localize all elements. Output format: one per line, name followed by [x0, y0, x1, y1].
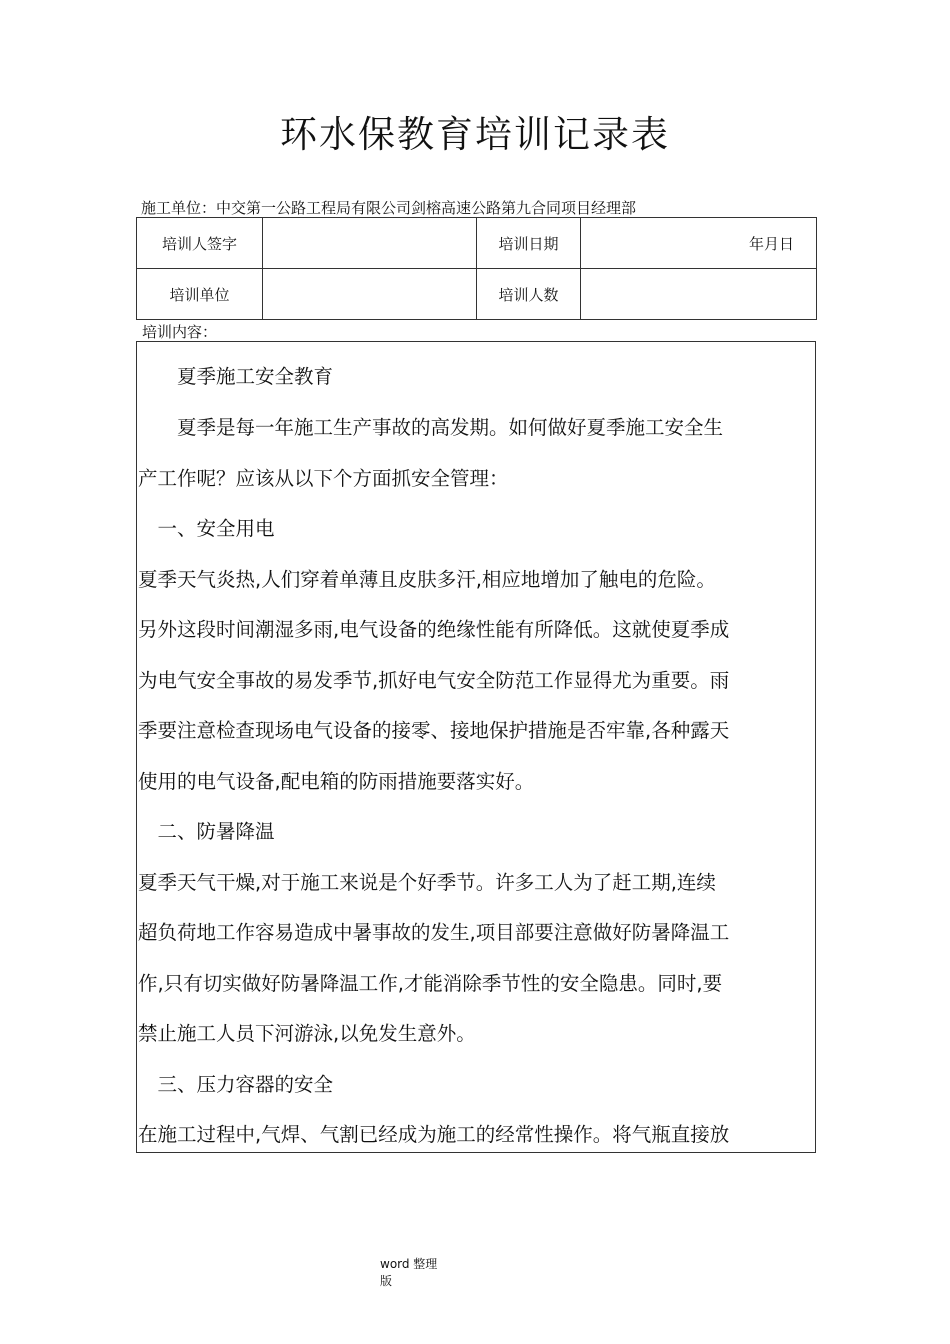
- training-unit-label: 培训单位: [137, 269, 263, 320]
- trainee-count-label: 培训人数: [477, 269, 581, 320]
- content-line: 季要注意检查现场电气设备的接零、接地保护措施是否牢靠,各种露天: [138, 719, 730, 742]
- construction-unit-line: 施工单位：中交第一公路工程局有限公司剑榕高速公路第九合同项目经理部: [141, 199, 637, 217]
- content-line: 作,只有切实做好防暑降温工作,才能消除季节性的安全隐患。同时,要: [138, 972, 723, 995]
- content-line: 在施工过程中,气焊、气割已经成为施工的经常性操作。将气瓶直接放: [138, 1123, 730, 1146]
- footer-note: [380, 1256, 437, 1290]
- document-title: 环水保教育培训记录表: [280, 113, 670, 156]
- training-info-table: [136, 217, 817, 320]
- content-line: 超负荷地工作容易造成中暑事故的发生,项目部要注意做好防暑降温工: [138, 921, 730, 944]
- trainer-signature-label: 培训人签字: [137, 218, 263, 269]
- table-row: [137, 218, 817, 269]
- content-line: 三、压力容器的安全: [138, 1073, 334, 1096]
- content-line: 夏季施工安全教育: [138, 365, 334, 388]
- trainee-count-field[interactable]: [581, 269, 817, 320]
- content-line: 二、防暑降温: [138, 820, 275, 843]
- training-unit-field[interactable]: [263, 269, 477, 320]
- trainer-signature-field[interactable]: [263, 218, 477, 269]
- table-row: [137, 269, 817, 320]
- content-line: 夏季是每一年施工生产事故的高发期。如何做好夏季施工安全生: [138, 416, 724, 439]
- content-line: 为电气安全事故的易发季节,抓好电气安全防范工作显得尤为重要。雨: [138, 669, 730, 692]
- content-line: 夏季天气干燥,对于施工来说是个好季节。许多工人为了赶工期,连续: [138, 871, 716, 894]
- training-date-label: 培训日期: [477, 218, 581, 269]
- content-line: 禁止施工人员下河游泳,以免发生意外。: [138, 1022, 476, 1045]
- content-line: 另外这段时间潮湿多雨,电气设备的绝缘性能有所降低。这就使夏季成: [138, 618, 730, 641]
- content-line: 夏季天气炎热,人们穿着单薄且皮肤多汗,相应地增加了触电的危险。: [138, 568, 716, 591]
- content-line: 一、安全用电: [138, 517, 275, 540]
- footer-line: 版: [380, 1274, 393, 1288]
- training-content-box: [136, 341, 816, 1153]
- content-line: 产工作呢？应该从以下个方面抓安全管理：: [138, 467, 509, 490]
- content-line: 使用的电气设备,配电箱的防雨措施要落实好。: [138, 770, 535, 793]
- training-date-field[interactable]: 年月日: [581, 218, 817, 269]
- training-content-label: 培训内容：: [142, 323, 218, 341]
- footer-line: word 整理: [380, 1257, 438, 1271]
